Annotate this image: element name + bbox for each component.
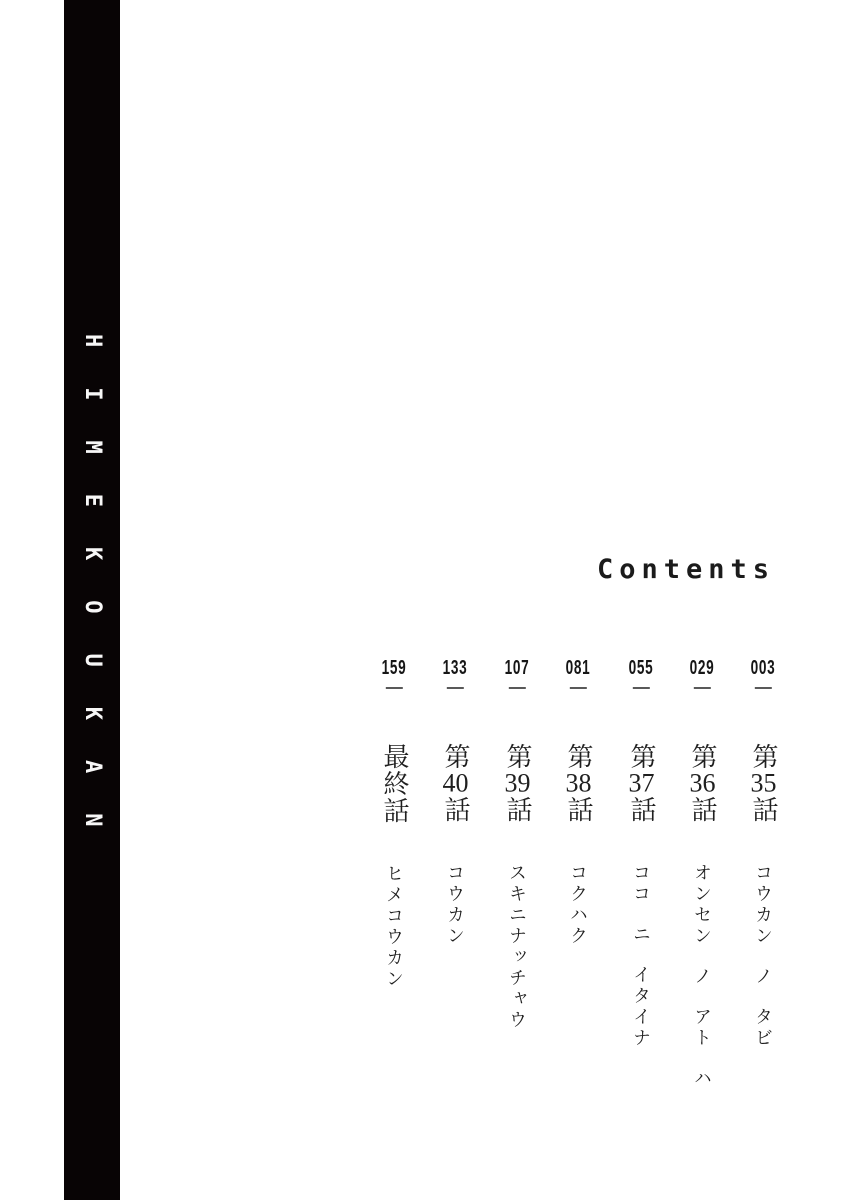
chapter-prefix: 最終話: [380, 743, 409, 824]
spine-title: HIMEKOUKAN: [80, 333, 105, 867]
toc-dash: [509, 687, 526, 689]
chapter-suffix: 話: [688, 796, 717, 823]
chapter-number: 39: [504, 770, 531, 796]
toc-dash: [755, 687, 772, 689]
toc-chapter-label: [504, 743, 530, 823]
toc-dash: [447, 687, 464, 689]
toc-chapter-title: コウカン: [445, 863, 465, 947]
chapter-suffix: 話: [564, 796, 593, 823]
toc-page-number: 055: [628, 657, 654, 679]
chapter-prefix: 第: [564, 743, 593, 770]
toc-entry-final: [376, 658, 412, 990]
toc-chapter-title: ココ ニ イタイナ: [631, 863, 651, 1049]
toc-entry-ch36: [684, 658, 720, 1090]
toc-entry-ch38: [560, 658, 596, 947]
toc-page-number: 081: [565, 657, 591, 679]
toc-chapter-label: [628, 743, 654, 823]
chapter-prefix: 第: [503, 743, 532, 770]
toc-chapter-title: コウカン ノ タビ: [753, 863, 773, 1049]
toc-page-number: 133: [442, 657, 468, 679]
toc-page-number: 029: [689, 657, 715, 679]
chapter-prefix: 第: [441, 743, 470, 770]
toc-page-number: 003: [750, 657, 776, 679]
chapter-prefix: 第: [749, 743, 778, 770]
toc-entry-ch37: [623, 658, 659, 1049]
chapter-suffix: 話: [441, 796, 470, 823]
chapter-suffix: 話: [627, 796, 656, 823]
chapter-prefix: 第: [688, 743, 717, 770]
toc-chapter-title: スキニナッチャウ: [507, 863, 527, 1031]
toc-chapter-label: [689, 743, 715, 823]
toc-dash: [694, 687, 711, 689]
chapter-suffix: 話: [749, 796, 778, 823]
chapter-number: 40: [442, 770, 469, 796]
contents-heading: Contents: [597, 554, 776, 585]
toc-entry-ch40: [437, 658, 473, 947]
toc-chapter-title: コクハク: [568, 863, 588, 947]
toc-page-number: 107: [504, 657, 530, 679]
toc-chapter-label: [750, 743, 776, 823]
toc-dash: [633, 687, 650, 689]
toc-dash: [570, 687, 587, 689]
toc-entry-ch39: [499, 658, 535, 1031]
chapter-suffix: 話: [503, 796, 532, 823]
chapter-number: 36: [689, 770, 716, 796]
chapter-number: 37: [628, 770, 655, 796]
chapter-number: 38: [565, 770, 592, 796]
toc-chapter-title: オンセン ノ アト ハ: [692, 863, 712, 1090]
toc-chapter-label: [565, 743, 591, 823]
toc-dash: [386, 687, 403, 689]
toc-entry-ch35: [745, 658, 781, 1049]
chapter-prefix: 第: [627, 743, 656, 770]
spine-bar: [64, 0, 120, 1200]
toc-chapter-title: ヒメコウカン: [384, 864, 404, 990]
chapter-number: 35: [750, 770, 777, 796]
toc-chapter-label: [381, 743, 407, 824]
toc-chapter-label: [442, 743, 468, 823]
toc-page-number: 159: [381, 657, 407, 679]
